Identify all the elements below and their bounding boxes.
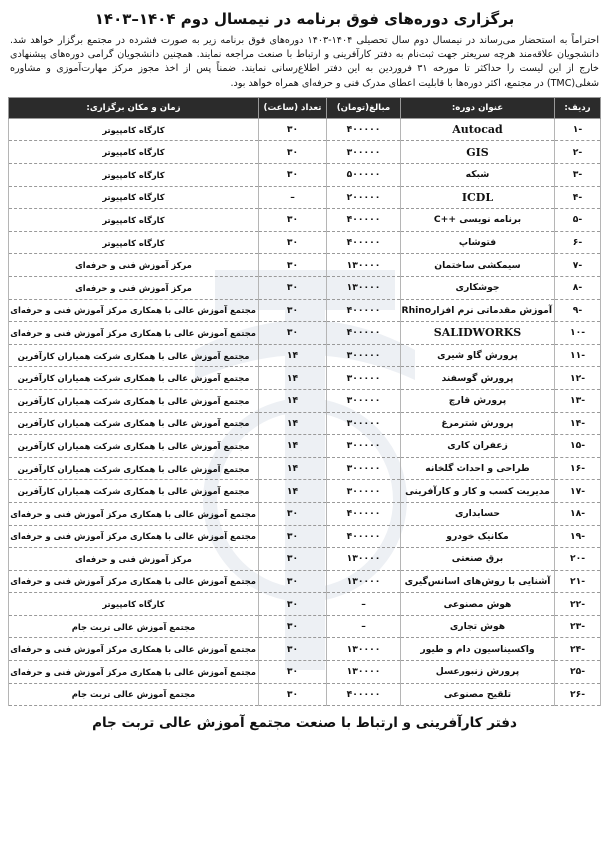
row-index: -۱۰ [555, 322, 601, 345]
course-hours: ۱۴ [259, 389, 327, 412]
course-title: آشنایی با روش‌های اسانس‌گیری [401, 570, 555, 593]
course-price: ۳۰۰۰۰۰ [327, 367, 401, 390]
course-title: زعفران کاری [401, 435, 555, 458]
course-hours: ۳۰ [259, 118, 327, 141]
course-price: – [327, 615, 401, 638]
course-title: تلقیح مصنوعی [401, 683, 555, 706]
course-place: مجتمع آموزش عالی با همکاری مرکز آموزش فنی و حرفه‌ای [9, 502, 259, 525]
table-row [9, 254, 601, 277]
course-hours: ۱۴ [259, 480, 327, 503]
course-place: مجتمع آموزش عالی با همکاری شرکت همیاران کارآفرین [9, 412, 259, 435]
header-price: مبالغ(تومان) [327, 97, 401, 118]
course-price: ۴۰۰۰۰۰ [327, 502, 401, 525]
course-title: سیمکشی ساختمان [401, 254, 555, 277]
row-index: -۱۵ [555, 435, 601, 458]
table-row [9, 435, 601, 458]
row-index: -۲ [555, 141, 601, 164]
footer-office: دفتر کارآفرینی و ارتباط با صنعت مجتمع آموزش عالی تربت جام [92, 715, 517, 732]
course-title: حسابداری [401, 502, 555, 525]
row-index: -۲۱ [555, 570, 601, 593]
course-title: هوش مصنوعی [401, 593, 555, 616]
course-hours: ۳۰ [259, 683, 327, 706]
table-row [9, 412, 601, 435]
course-title: مکانیک خودرو [401, 525, 555, 548]
courses-table [8, 97, 601, 706]
course-place: کارگاه کامپیوتر [9, 164, 259, 187]
course-price: ۴۰۰۰۰۰ [327, 231, 401, 254]
row-index: -۱ [555, 118, 601, 141]
course-place: مجتمع آموزش عالی با همکاری شرکت همیاران کارآفرین [9, 367, 259, 390]
course-place: مجتمع آموزش عالی با همکاری مرکز آموزش فنی و حرفه‌ای [9, 525, 259, 548]
course-title: پرورش گوسفند [401, 367, 555, 390]
row-index: -۱۳ [555, 389, 601, 412]
course-price: ۳۰۰۰۰۰ [327, 480, 401, 503]
course-hours: – [259, 186, 327, 209]
table-row [9, 186, 601, 209]
course-place: مجتمع آموزش عالی با همکاری مرکز آموزش فنی و حرفه‌ای [9, 299, 259, 322]
course-price: ۱۳۰۰۰۰ [327, 661, 401, 684]
row-index: -۹ [555, 299, 601, 322]
course-title: مدیریت کسب و کار و کارآفرینی [401, 480, 555, 503]
table-row [9, 299, 601, 322]
course-price: ۱۳۰۰۰۰ [327, 570, 401, 593]
course-place: مجتمع آموزش عالی با همکاری مرکز آموزش فنی و حرفه‌ای [9, 322, 259, 345]
course-hours: ۳۰ [259, 615, 327, 638]
course-price: ۳۰۰۰۰۰ [327, 141, 401, 164]
table-row [9, 141, 601, 164]
course-hours: ۳۰ [259, 299, 327, 322]
course-price: ۱۳۰۰۰۰ [327, 276, 401, 299]
course-title: جوشکاری [401, 276, 555, 299]
row-index: -۱۴ [555, 412, 601, 435]
table-row [9, 683, 601, 706]
table-body [9, 118, 601, 705]
course-hours: ۱۴ [259, 457, 327, 480]
course-price: ۴۰۰۰۰۰ [327, 209, 401, 232]
row-index: -۶ [555, 231, 601, 254]
course-price: ۳۰۰۰۰۰ [327, 412, 401, 435]
table-row [9, 164, 601, 187]
header-index: ردیف: [555, 97, 601, 118]
course-title: ICDL [401, 186, 555, 209]
course-hours: ۳۰ [259, 276, 327, 299]
row-index: -۲۲ [555, 593, 601, 616]
course-price: ۳۰۰۰۰۰ [327, 435, 401, 458]
table-row [9, 615, 601, 638]
row-index: -۵ [555, 209, 601, 232]
course-hours: ۱۴ [259, 435, 327, 458]
course-place: مجتمع آموزش عالی تربت جام [9, 615, 259, 638]
course-place: مجتمع آموزش عالی با همکاری مرکز آموزش فنی و حرفه‌ای [9, 570, 259, 593]
course-hours: ۱۴ [259, 344, 327, 367]
course-title: پرورش گاو شیری [401, 344, 555, 367]
course-place: مجتمع آموزش عالی با همکاری شرکت همیاران کارآفرین [9, 457, 259, 480]
course-title: واکسیناسیون دام و طیور [401, 638, 555, 661]
course-price: ۱۳۰۰۰۰ [327, 254, 401, 277]
course-title: برنامه نویسی ++C [401, 209, 555, 232]
table-row [9, 661, 601, 684]
table-row [9, 118, 601, 141]
course-hours: ۳۰ [259, 322, 327, 345]
course-hours: ۳۰ [259, 231, 327, 254]
course-price: ۳۰۰۰۰۰ [327, 457, 401, 480]
table-row [9, 457, 601, 480]
course-title: طراحی و احداث گلخانه [401, 457, 555, 480]
table-row [9, 480, 601, 503]
table-row [9, 570, 601, 593]
course-title: پرورش قارچ [401, 389, 555, 412]
course-hours: ۳۰ [259, 209, 327, 232]
course-place: مرکز آموزش فنی و حرفه‌ای [9, 548, 259, 571]
table-row [9, 525, 601, 548]
row-index: -۷ [555, 254, 601, 277]
course-place: مرکز آموزش فنی و حرفه‌ای [9, 254, 259, 277]
intro-paragraph: احتراماً به استحضار می‌رساند در نیمسال دوم سال تحصیلی ۱۴۰۴-۱۴۰۳ دوره‌های فوق برنامه زیر به صورت فشرده در مجتمع برگزار خواهد شد. دانشجویان علاقه‌مند هرچه سریعتر جهت ثبت‌نام به دفتر کارآفرینی و ارتباط با صنعت مراجعه نمایند. همچنین دانشجویان گرامی دوره‌های پیشنهادی خارج از این لیست را حداکثر تا مورخه ۳۱ فروردین به این دفتر اطلاع‌رسانی نمایند. ضمناً پس از اخذ مجوز مرکز مهارت‌آموزی و مشاوره شغلی(TMC) در مجتمع، اکثر دوره‌ها با قابلیت اعطای مدرک فنی و حرفه‌ای همراه خواهد بود. [10, 35, 599, 89]
course-place: مجتمع آموزش عالی با همکاری شرکت همیاران کارآفرین [9, 435, 259, 458]
table-row [9, 502, 601, 525]
course-hours: ۳۰ [259, 661, 327, 684]
table-row [9, 276, 601, 299]
table-row [9, 344, 601, 367]
course-title: فتوشاپ [401, 231, 555, 254]
course-place: کارگاه کامپیوتر [9, 141, 259, 164]
table-row [9, 638, 601, 661]
course-price: ۴۰۰۰۰۰ [327, 683, 401, 706]
course-price: ۵۰۰۰۰۰ [327, 164, 401, 187]
course-title: پرورش شترمرغ [401, 412, 555, 435]
course-price: – [327, 593, 401, 616]
course-price: ۴۰۰۰۰۰ [327, 322, 401, 345]
course-hours: ۳۰ [259, 502, 327, 525]
course-place: مرکز آموزش فنی و حرفه‌ای [9, 276, 259, 299]
table-row [9, 593, 601, 616]
row-index: -۲۵ [555, 661, 601, 684]
course-title: برق صنعتی [401, 548, 555, 571]
row-index: -۲۰ [555, 548, 601, 571]
row-index: -۱۶ [555, 457, 601, 480]
course-price: ۱۳۰۰۰۰ [327, 548, 401, 571]
course-price: ۳۰۰۰۰۰ [327, 344, 401, 367]
course-title: SALIDWORKS [401, 322, 555, 345]
course-place: کارگاه کامپیوتر [9, 593, 259, 616]
course-price: ۴۰۰۰۰۰ [327, 299, 401, 322]
table-row [9, 548, 601, 571]
course-hours: ۳۰ [259, 570, 327, 593]
course-price: ۳۰۰۰۰۰ [327, 389, 401, 412]
course-price: ۲۰۰۰۰۰ [327, 186, 401, 209]
course-title: پرورش زنبورعسل [401, 661, 555, 684]
row-index: -۱۱ [555, 344, 601, 367]
course-place: کارگاه کامپیوتر [9, 231, 259, 254]
row-index: -۱۹ [555, 525, 601, 548]
row-index: -۱۷ [555, 480, 601, 503]
course-hours: ۱۴ [259, 367, 327, 390]
course-place: مجتمع آموزش عالی تربت جام [9, 683, 259, 706]
course-hours: ۳۰ [259, 141, 327, 164]
course-hours: ۱۴ [259, 412, 327, 435]
row-index: -۸ [555, 276, 601, 299]
course-title: آموزش مقدماتی نرم افزارRhino [401, 299, 555, 322]
course-place: کارگاه کامپیوتر [9, 186, 259, 209]
row-index: -۱۲ [555, 367, 601, 390]
course-price: ۱۳۰۰۰۰ [327, 638, 401, 661]
page-title: برگزاری دوره‌های فوق برنامه در نیمسال دوم ۱۴۰۴–۱۴۰۳ [94, 10, 515, 28]
row-index: -۴ [555, 186, 601, 209]
row-index: -۳ [555, 164, 601, 187]
course-place: مجتمع آموزش عالی با همکاری شرکت همیاران کارآفرین [9, 344, 259, 367]
course-hours: ۳۰ [259, 525, 327, 548]
row-index: -۲۶ [555, 683, 601, 706]
course-hours: ۳۰ [259, 638, 327, 661]
course-title: شبکه [401, 164, 555, 187]
course-hours: ۳۰ [259, 164, 327, 187]
course-price: ۴۰۰۰۰۰ [327, 525, 401, 548]
course-place: مجتمع آموزش عالی با همکاری مرکز آموزش فنی و حرفه‌ای [9, 661, 259, 684]
row-index: -۲۴ [555, 638, 601, 661]
table-header-row [9, 97, 601, 118]
course-price: ۴۰۰۰۰۰ [327, 118, 401, 141]
row-index: -۱۸ [555, 502, 601, 525]
header-title: عنوان دوره: [401, 97, 555, 118]
table-row [9, 389, 601, 412]
table-row [9, 231, 601, 254]
row-index: -۲۳ [555, 615, 601, 638]
course-place: کارگاه کامپیوتر [9, 209, 259, 232]
course-title: Autocad [401, 118, 555, 141]
table-row [9, 209, 601, 232]
header-place: زمان و مکان برگزاری: [9, 97, 259, 118]
course-title: GIS [401, 141, 555, 164]
table-row [9, 367, 601, 390]
header-hours: تعداد (ساعت) [259, 97, 327, 118]
course-hours: ۳۰ [259, 593, 327, 616]
course-place: مجتمع آموزش عالی با همکاری شرکت همیاران کارآفرین [9, 389, 259, 412]
course-hours: ۳۰ [259, 548, 327, 571]
table-row [9, 322, 601, 345]
course-place: مجتمع آموزش عالی با همکاری شرکت همیاران کارآفرین [9, 480, 259, 503]
course-place: مجتمع آموزش عالی با همکاری مرکز آموزش فنی و حرفه‌ای [9, 638, 259, 661]
course-hours: ۳۰ [259, 254, 327, 277]
course-place: کارگاه کامپیوتر [9, 118, 259, 141]
course-title: هوش تجاری [401, 615, 555, 638]
